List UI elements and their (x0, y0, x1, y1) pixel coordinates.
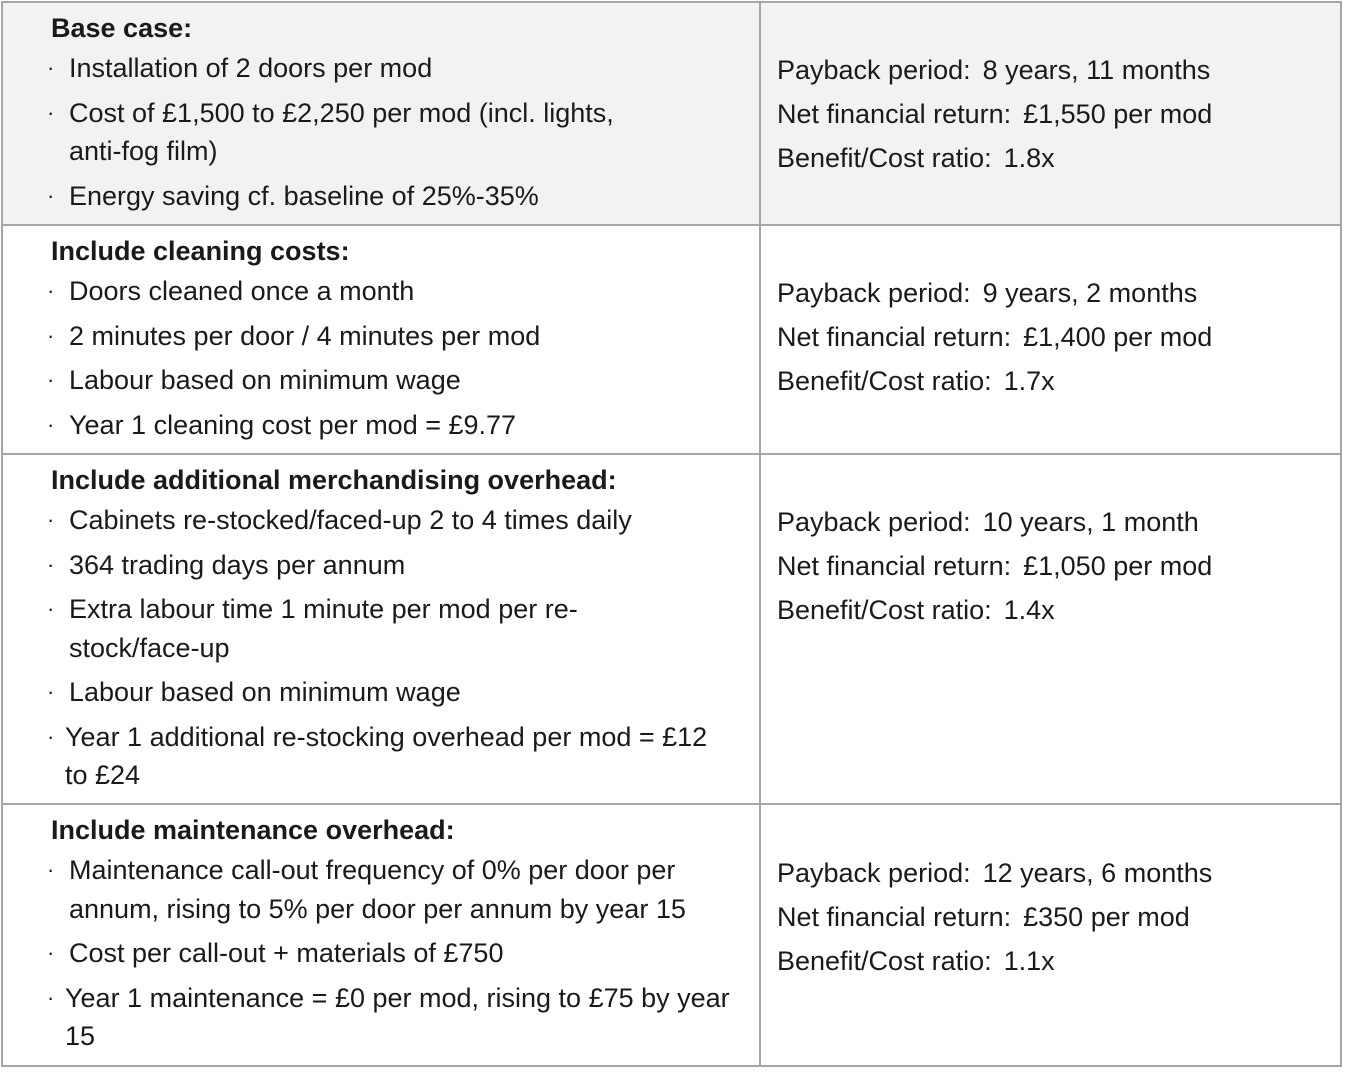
list-item: · Cabinets re-stocked/faced-up 2 to 4 times daily (49, 501, 739, 540)
net-financial-return: Net financial return: £1,400 per mod (777, 322, 1213, 352)
bullet-icon: · (47, 940, 55, 965)
assumption-list (49, 272, 739, 444)
bullet-icon: · (47, 367, 55, 392)
list-item: · Year 1 additional re-stocking overhead per mod = £12 to £24 (49, 718, 725, 795)
table-row (2, 225, 1341, 454)
payback-period: Payback period: 8 years, 11 months (777, 55, 1211, 85)
bullet-icon: · (47, 411, 55, 437)
scenario-title: Include maintenance overhead: (51, 815, 455, 845)
assumption-list (49, 501, 739, 795)
bullet-icon: · (47, 55, 55, 80)
scenario-title: Include cleaning costs: (51, 236, 350, 266)
list-item: · Year 1 cleaning cost per mod = £9.77 (49, 406, 739, 445)
benefit-cost-ratio: Benefit/Cost ratio: 1.7x (777, 366, 1055, 396)
payback-period: Payback period: 12 years, 6 months (777, 858, 1213, 888)
list-item: · Energy saving cf. baseline of 25%-35% (49, 177, 739, 216)
scenario-title: Base case: (51, 13, 193, 43)
bullet-icon: · (47, 551, 55, 577)
list-item: · 2 minutes per door / 4 minutes per mod (49, 317, 739, 356)
list-item: · Labour based on minimum wage (49, 673, 739, 712)
bullet-icon: · (47, 723, 55, 749)
bullet-icon: · (47, 322, 55, 348)
scenario-title: Include additional merchandising overhead: (51, 465, 617, 495)
benefit-cost-ratio: Benefit/Cost ratio: 1.8x (777, 143, 1055, 173)
results-cell (760, 2, 1341, 225)
scenario-cell (2, 454, 760, 804)
bullet-icon: · (47, 679, 55, 704)
list-item: · Labour based on minimum wage (49, 361, 739, 400)
assumption-list (49, 851, 739, 1056)
bullet-icon: · (47, 596, 55, 621)
table-row (2, 804, 1341, 1066)
scenario-results-table (1, 1, 1342, 1067)
assumption-list (49, 49, 739, 215)
net-financial-return: Net financial return: £350 per mod (777, 902, 1190, 932)
list-item: · Cost per call-out + materials of £750 (49, 934, 739, 973)
benefit-cost-ratio: Benefit/Cost ratio: 1.4x (777, 595, 1055, 625)
results-cell (760, 804, 1341, 1066)
net-financial-return: Net financial return: £1,050 per mod (777, 551, 1213, 581)
bullet-icon: · (47, 507, 55, 532)
table-row (2, 454, 1341, 804)
list-item: · Maintenance call-out frequency of 0% per door per annum, rising to 5% per door per annum by year 15 (49, 851, 749, 928)
scenario-cell (2, 2, 760, 225)
list-item: · Extra labour time 1 minute per mod per re-stock/face-up (49, 590, 599, 667)
list-item: · Cost of £1,500 to £2,250 per mod (incl. lights, anti-fog film) (49, 94, 669, 171)
results-cell (760, 454, 1341, 804)
list-item: · Year 1 maintenance = £0 per mod, rising to £75 by year 15 (49, 979, 745, 1056)
net-financial-return: Net financial return: £1,550 per mod (777, 99, 1213, 129)
payback-period: Payback period: 9 years, 2 months (777, 278, 1198, 308)
bullet-icon: · (47, 278, 55, 303)
payback-period: Payback period: 10 years, 1 month (777, 507, 1199, 537)
bullet-icon: · (47, 984, 55, 1010)
results-cell (760, 225, 1341, 454)
list-item: · 364 trading days per annum (49, 546, 739, 585)
bullet-icon: · (47, 857, 55, 882)
table-row (2, 2, 1341, 225)
list-item: · Installation of 2 doors per mod (49, 49, 739, 88)
list-item: · Doors cleaned once a month (49, 272, 739, 311)
scenario-cell (2, 804, 760, 1066)
bullet-icon: · (47, 99, 55, 125)
scenario-cell (2, 225, 760, 454)
benefit-cost-ratio: Benefit/Cost ratio: 1.1x (777, 946, 1055, 976)
bullet-icon: · (47, 182, 55, 208)
